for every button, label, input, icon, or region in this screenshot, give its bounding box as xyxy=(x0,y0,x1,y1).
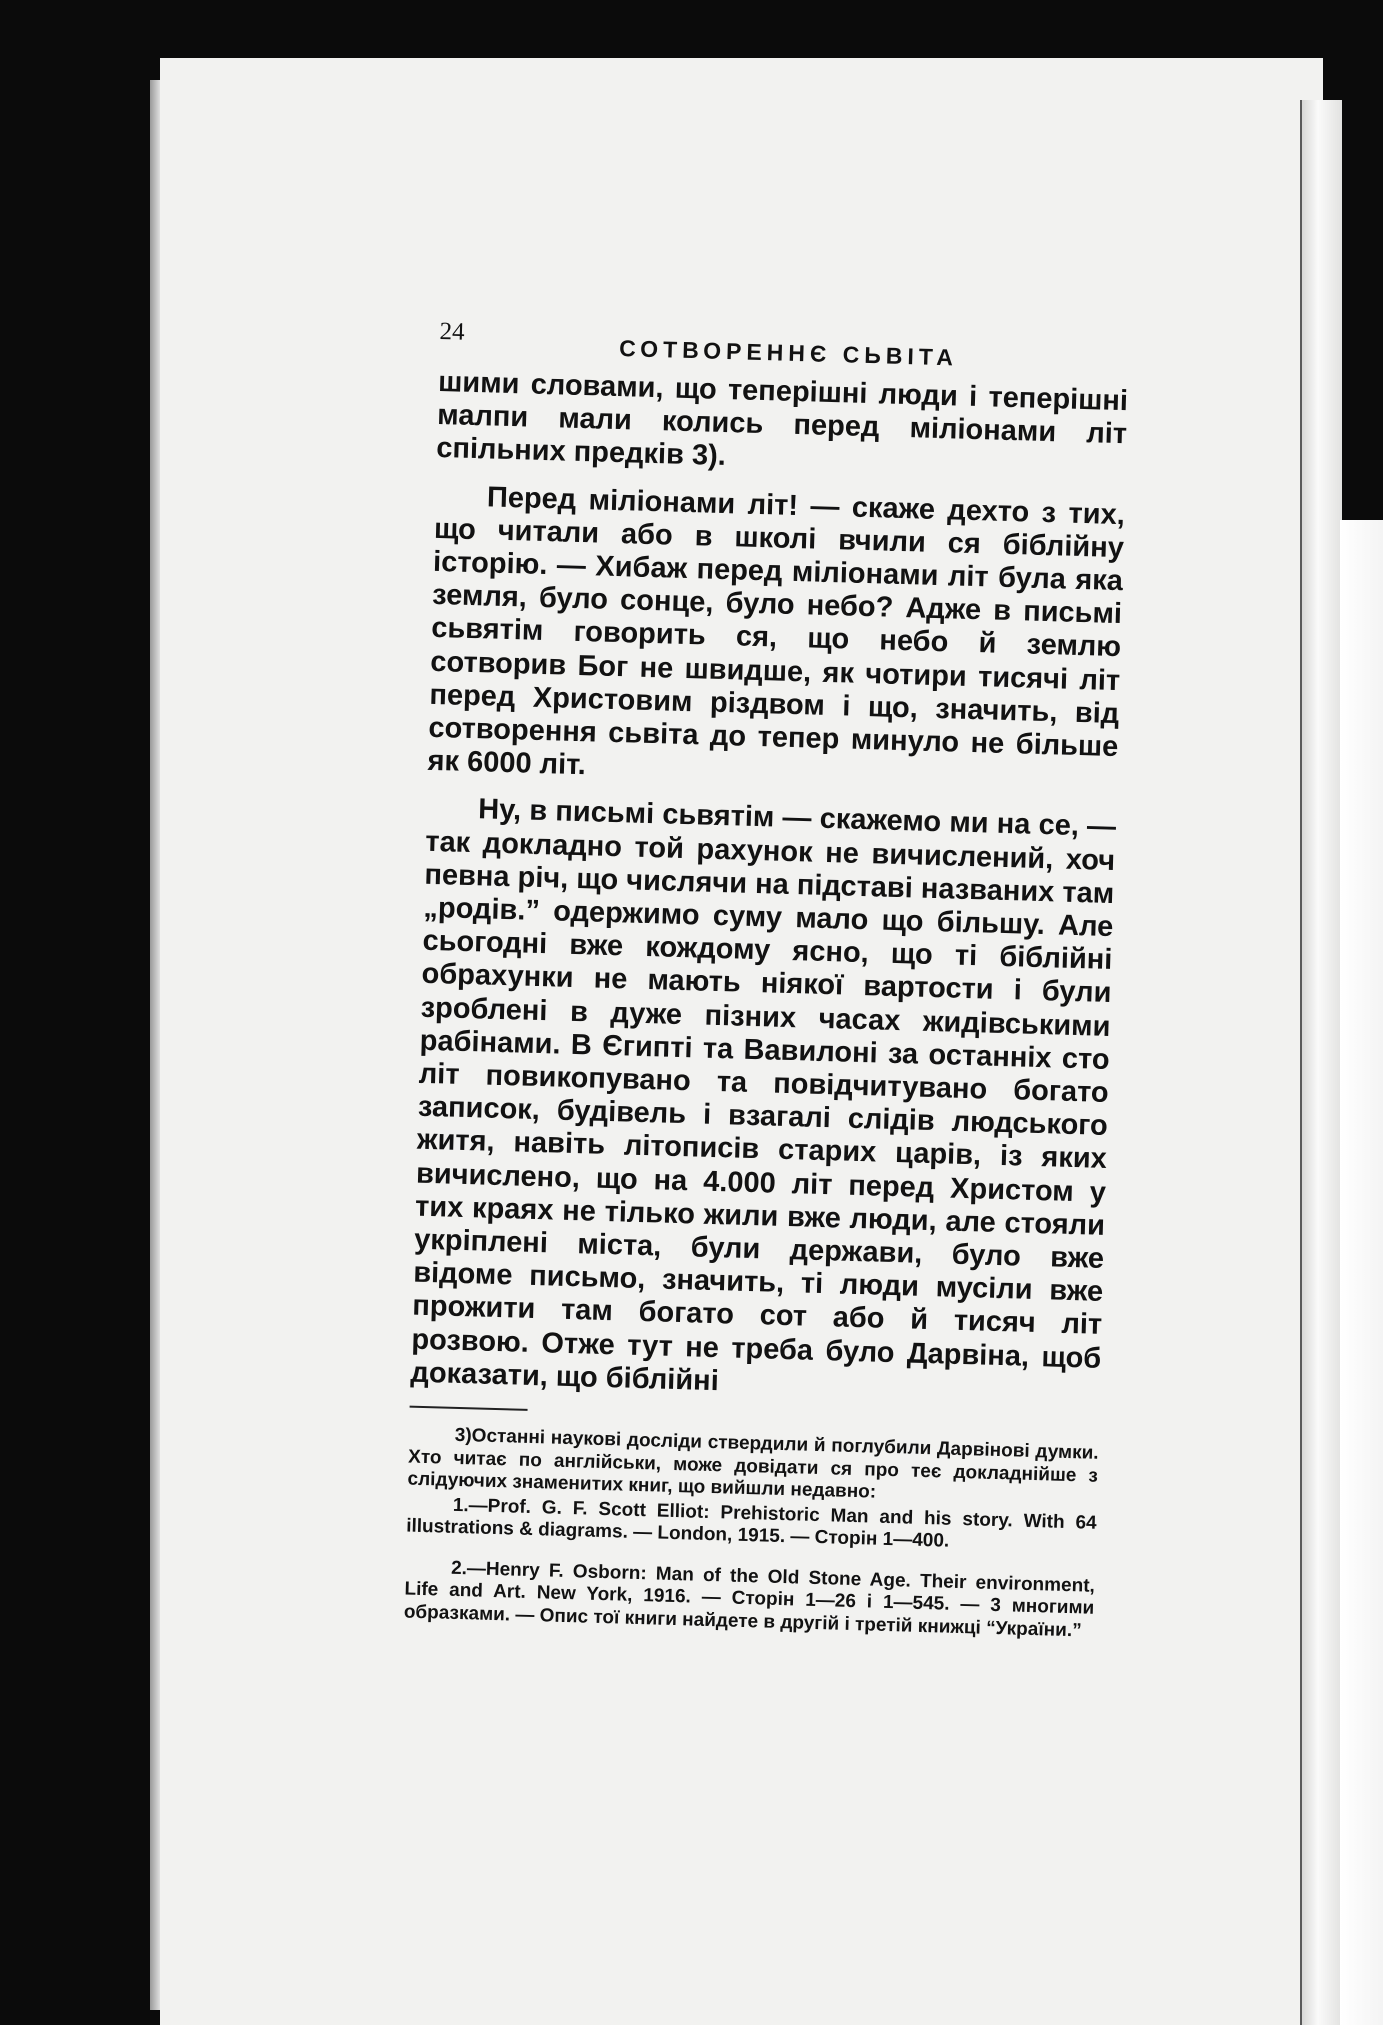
footnote-divider xyxy=(410,1406,528,1411)
footnote-intro: 3)Останні наукові досліди ствердили й поглубили Дарвінові думки. Хто читає по англійськи, може довідати ся про тeє докладнійше з слідуючих знаменитих книг, що вийшли недавно: xyxy=(407,1424,1099,1503)
paragraph-2: Перед міліонами літ! — скаже дехто з тих, що читали або в школі вчили ся біблійну історію. — Хибаж перед міліонами літ була яка земля, було сонце, було небо? Адже в письмі сьвятім говорить ся, що небо й землю сотворив Бог не швидше, як чотири тисячі літ перед Христовим різдвом і що, значить, від сотворення сьвіта до тепер минуло не більше як 6000 літ. xyxy=(427,480,1126,782)
footnote-book-1: 1.—Prof. G. F. Scott Elliot: Prehistoric Man and his story. With 64 illustrations & diagrams. — London, 1915. — Сторін 1—400. xyxy=(405,1494,1097,1552)
paragraph-3: Ну, в письмі сьвятім — скажемо ми на се, — так докладно той рахунок не вичислений, хоч певна річ, що числячи на підставі названих там „родів.” одержимо суму мало що більшу. Але сьогодні вже кождому ясно, що ті біблійні обрахунки не мають ніякої вартости і були зроблені в дуже пізних часах жидівськими рабінами. В Єгипті та Вавилоні за останніх сто літ повикопувано та повідчитувано богато записок, будівель і взагалі слідів людського житя, навіть літописів старих царів, із яких вичислено, що на 4.000 літ перед Христом у тих краях не тілько жили вже люди, але стояли укріплені міста, були держави, було вже відоме письмо, значить, ті люди мусіли вже прожити там богато сот або й тисяч літ розвою. Отже тут не треба було Дарвіна, щоб доказати, що біблійні xyxy=(410,793,1117,1398)
next-page-edge xyxy=(1340,520,1383,2025)
paragraph-1: шими словами, що теперішні люди і теперішні малпи мали колись перед міліонами літ спільних предків 3). xyxy=(435,365,1129,473)
page-number: 24 xyxy=(439,318,465,346)
running-title: СОТВОРЕННЄ СЬВІТА xyxy=(618,335,959,371)
page-content xyxy=(404,318,1130,1643)
right-page-edge xyxy=(1300,100,1342,2025)
footnote-book-2: 2.—Henry F. Osborn: Man of the Old Stone Age. Their environment, Life and Art. New York, 1916. — Сторін 1—26 і 1—545. — 3 многими образками. — Опис тої книги найдете в другій і третій книжці “України.” xyxy=(403,1557,1096,1642)
